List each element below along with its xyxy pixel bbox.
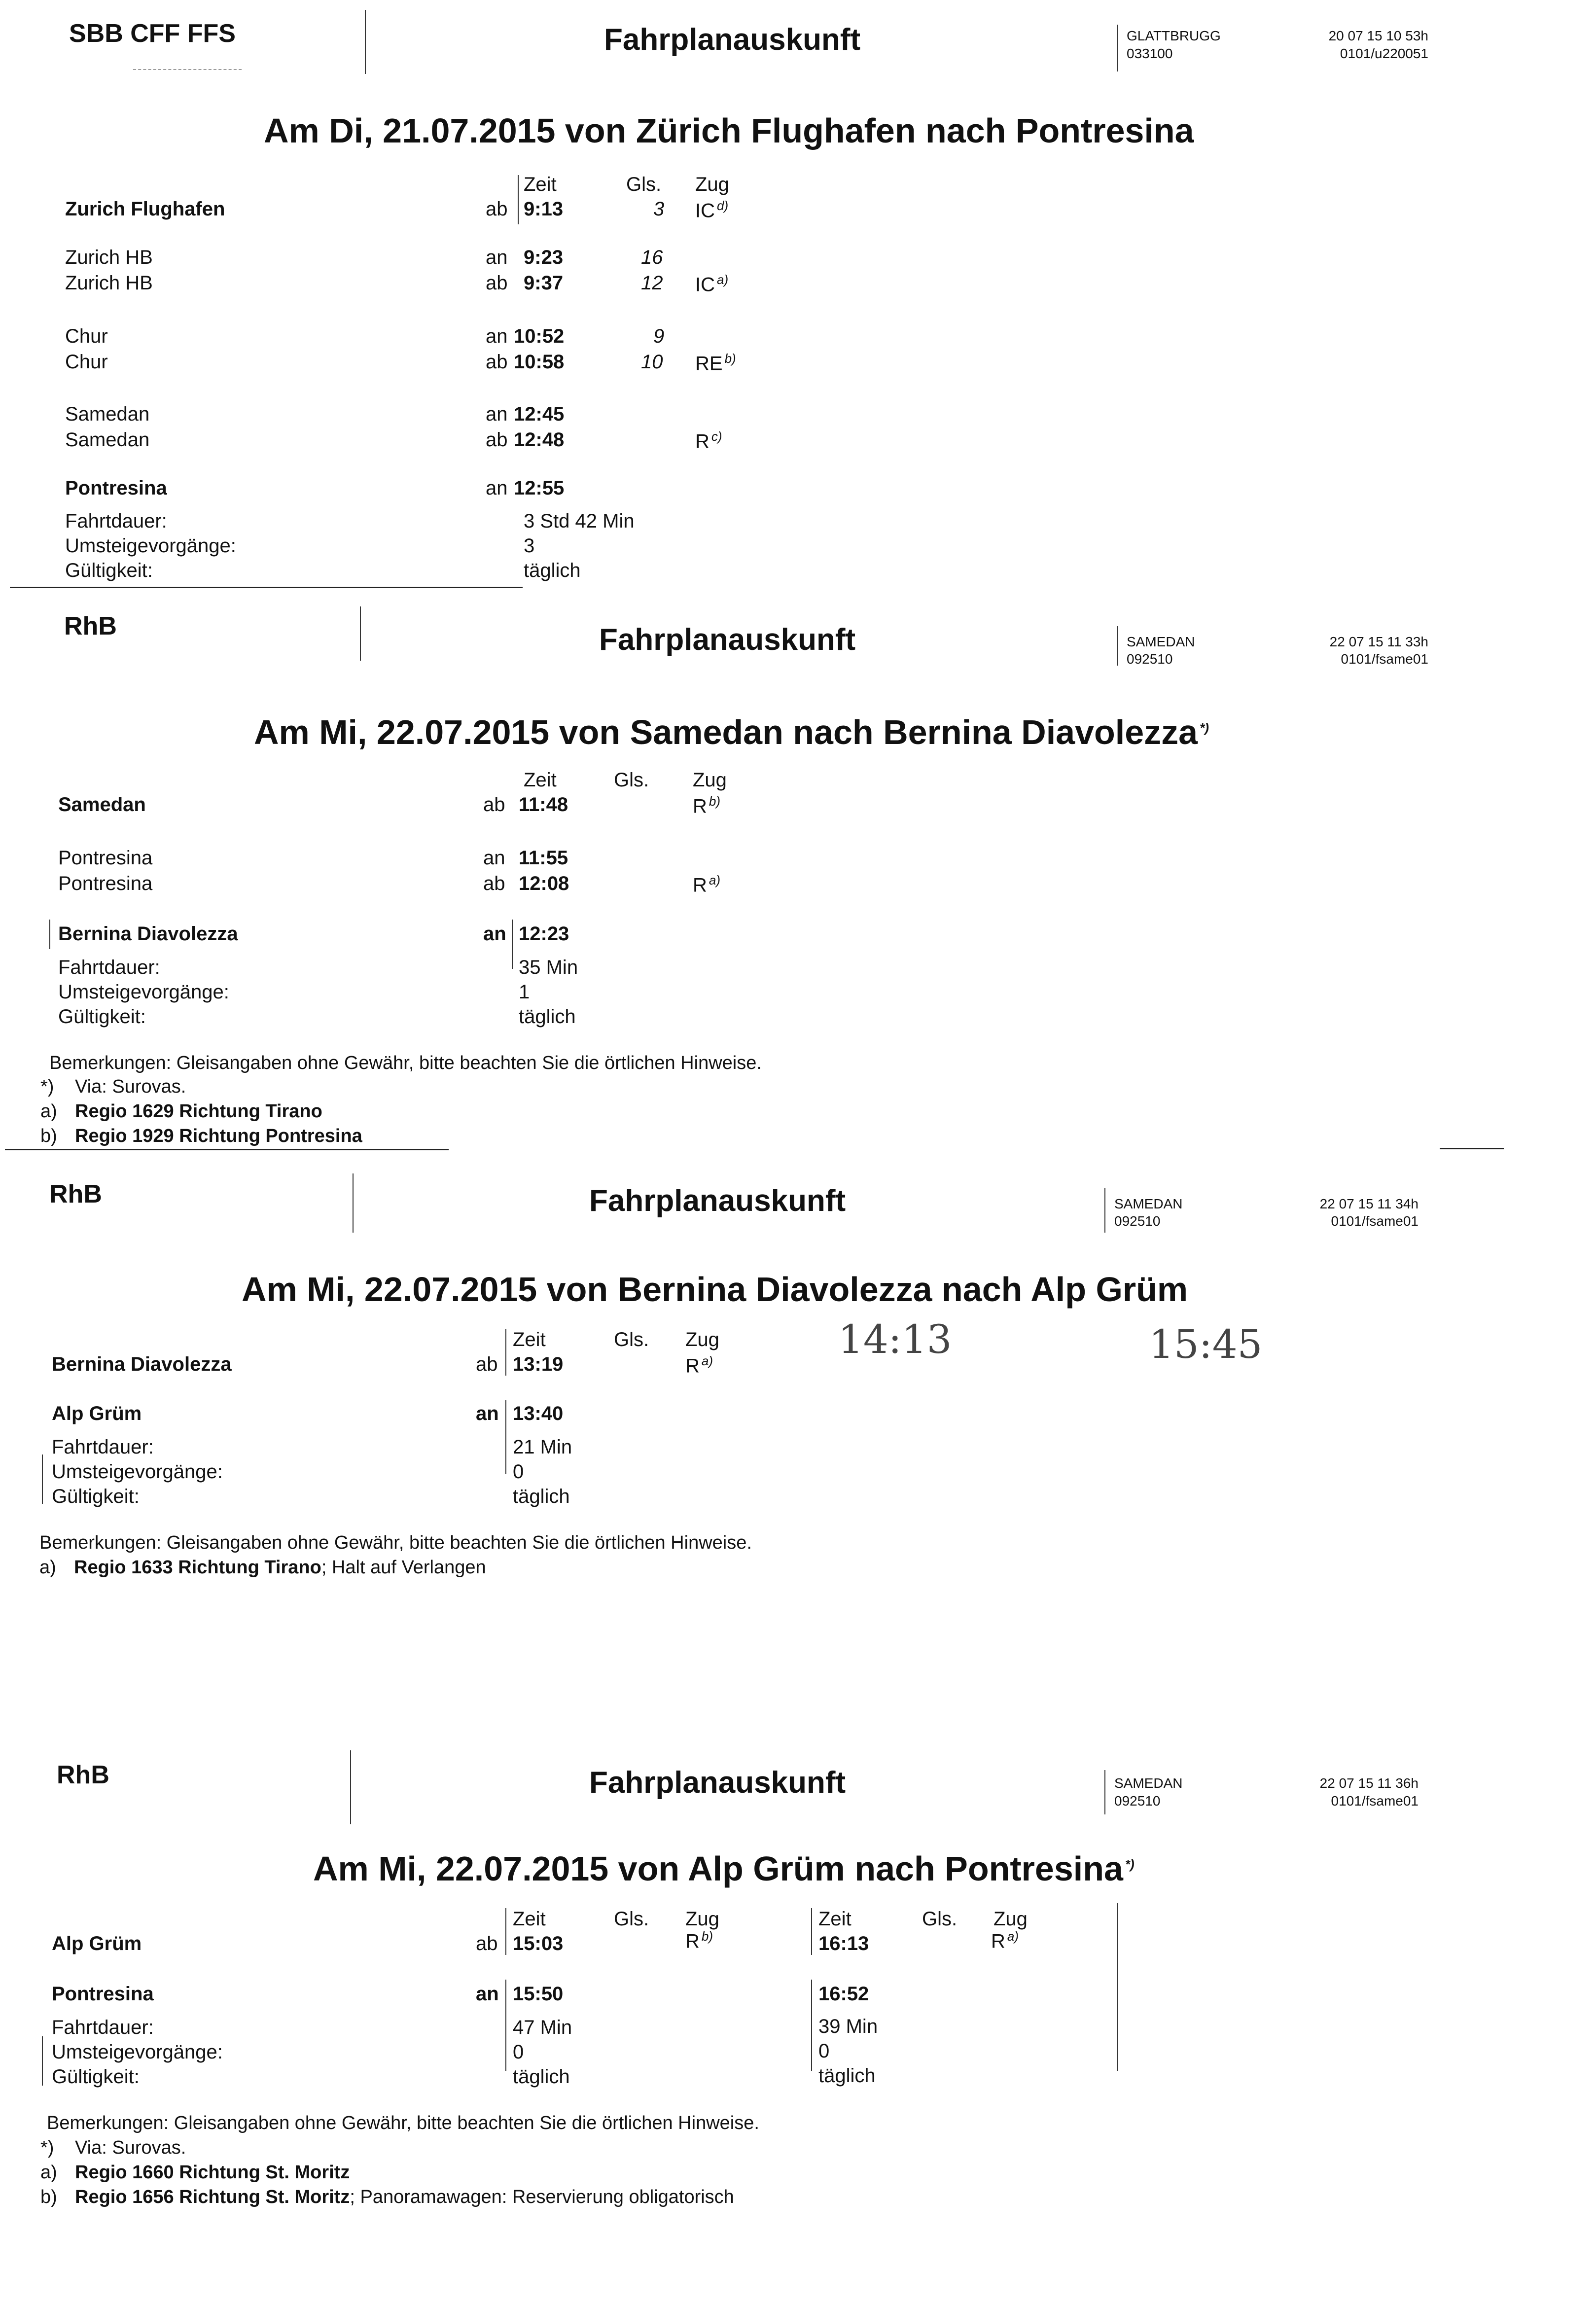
row-time: 9:23 — [524, 247, 564, 268]
col-header-train: Zug — [685, 1329, 719, 1350]
header-divider — [360, 606, 361, 661]
row-type: an — [486, 403, 508, 425]
summary-label: Gültigkeit: — [52, 1486, 140, 1507]
summary-label: Gültigkeit: — [52, 2066, 140, 2088]
print-reference: 0101/u220051 — [1340, 46, 1428, 61]
summary-label: Fahrtdauer: — [65, 510, 167, 532]
row-station: Alp Grüm — [52, 1933, 142, 1954]
summary-value: 3 — [524, 535, 535, 557]
station-code: 092510 — [1114, 1213, 1161, 1229]
row-type: an — [476, 1983, 499, 2005]
row-type: ab — [486, 351, 508, 373]
row-time: 12:23 — [519, 923, 569, 945]
row-station: Samedan — [58, 794, 146, 816]
station-name: SAMEDAN — [1114, 1196, 1183, 1211]
connection-title: Am Mi, 22.07.2015 von Bernina Diavolezza nach Alp Grüm — [242, 1270, 1188, 1309]
row-type: an — [486, 325, 508, 347]
logo-underline — [133, 69, 242, 70]
print-reference: 0101/fsame01 — [1341, 651, 1428, 667]
row-type: an — [483, 923, 506, 945]
row-station: Pontresina — [65, 477, 167, 499]
time-column-rule — [512, 920, 513, 969]
row-time: 10:52 — [514, 325, 565, 347]
summary-value: täglich — [513, 1486, 570, 1507]
col-header-time: Zeit — [513, 1329, 546, 1350]
row-time: 13:19 — [513, 1353, 564, 1375]
col-header-train: Zug — [993, 1908, 1028, 1930]
footnote: a) Regio 1660 Richtung St. Moritz — [40, 2162, 350, 2183]
row-station: Pontresina — [52, 1983, 154, 2005]
print-timestamp: 22 07 15 11 33h — [1329, 634, 1428, 649]
remarks: Bemerkungen: Gleisangaben ohne Gewähr, bitte beachten Sie die örtlichen Hinweise. — [39, 1532, 752, 1553]
row-station: Pontresina — [58, 873, 153, 894]
print-timestamp: 22 07 15 11 36h — [1319, 1775, 1419, 1791]
summary-label: Umsteigevorgänge: — [58, 981, 229, 1003]
footnote: a) Regio 1629 Richtung Tirano — [40, 1101, 322, 1122]
header-title: Fahrplanauskunft — [599, 623, 856, 657]
summary-value: 47 Min — [513, 2017, 572, 2038]
print-reference: 0101/fsame01 — [1331, 1213, 1419, 1229]
header-divider — [1117, 626, 1118, 666]
row-train: RE $^{b)}$ — [695, 351, 736, 375]
station-code: 092510 — [1127, 651, 1173, 667]
station-name: SAMEDAN — [1127, 634, 1195, 649]
footnote: *) Via: Surovas. — [40, 2137, 186, 2158]
row-time: 12:55 — [514, 477, 565, 499]
summary-value: 1 — [519, 981, 530, 1003]
summary-value: 0 — [513, 1461, 524, 1483]
col-header-platform: Gls. — [614, 1908, 649, 1930]
summary-value: täglich — [519, 1006, 576, 1028]
row-type: ab — [476, 1933, 498, 1954]
summary-value: 0 — [513, 2041, 524, 2063]
col-header-platform: Gls. — [626, 174, 662, 195]
summary-label: Fahrtdauer: — [52, 2017, 154, 2038]
row-station: Samedan — [65, 429, 150, 451]
row-platform: 16 — [641, 247, 663, 268]
station-code: 092510 — [1114, 1793, 1161, 1809]
header-divider — [1104, 1770, 1105, 1814]
column-rule — [1117, 1903, 1118, 2071]
row-station: Zurich HB — [65, 272, 153, 294]
col-header-train: Zug — [695, 174, 729, 195]
header-divider — [1117, 25, 1118, 71]
time-column-rule — [505, 1980, 506, 2071]
row-type: ab — [486, 429, 508, 451]
col-header-time: Zeit — [818, 1908, 851, 1930]
row-station: Chur — [65, 325, 108, 347]
col-header-train: Zug — [685, 1908, 719, 1930]
time-column-rule — [811, 1980, 812, 2071]
section-end-rule — [5, 1149, 449, 1150]
header-divider — [350, 1750, 351, 1824]
footnote: a) Regio 1633 Richtung Tirano; Halt auf Verlangen — [39, 1557, 486, 1578]
row-type: an — [483, 847, 505, 869]
row-train: R $^{b)}$ — [693, 794, 721, 817]
col-header-platform: Gls. — [614, 1329, 649, 1350]
row-time: 15:03 — [513, 1933, 564, 1954]
brand-logo-text: RhB — [57, 1761, 109, 1789]
summary-value: 3 Std 42 Min — [524, 510, 635, 532]
connection-title: Am Di, 21.07.2015 von Zürich Flughafen nach Pontresina — [264, 111, 1194, 150]
summary-label: Fahrtdauer: — [52, 1436, 154, 1458]
footnote: b) Regio 1929 Richtung Pontresina — [40, 1126, 362, 1146]
remarks: Bemerkungen: Gleisangaben ohne Gewähr, bitte beachten Sie die örtlichen Hinweise. — [47, 2113, 759, 2133]
row-time: 12:45 — [514, 403, 565, 425]
row-time: 12:08 — [519, 873, 569, 894]
row-type: an — [476, 1403, 499, 1424]
header-divider — [353, 1173, 354, 1233]
row-platform: 12 — [641, 272, 663, 294]
header-title: Fahrplanauskunft — [589, 1766, 846, 1800]
summary-label: Gültigkeit: — [58, 1006, 146, 1028]
row-station: Chur — [65, 351, 108, 373]
connection-title: Am Mi, 22.07.2015 von Alp Grüm nach Pontresina *) — [313, 1849, 1135, 1888]
footnote: *) Via: Surovas. — [40, 1076, 186, 1097]
summary-label: Umsteigevorgänge: — [52, 2041, 223, 2063]
summary-value: 35 Min — [519, 957, 578, 978]
brand-logo-text: SBB CFF FFS — [69, 19, 236, 48]
summary-value-2: täglich — [818, 2065, 876, 2087]
station-name: SAMEDAN — [1114, 1775, 1183, 1791]
row-station: Zurich Flughafen — [65, 198, 225, 220]
row-time: 9:13 — [524, 198, 564, 220]
summary-label: Fahrtdauer: — [58, 957, 160, 978]
summary-label: Gültigkeit: — [65, 560, 153, 581]
summary-label: Umsteigevorgänge: — [65, 535, 236, 557]
time-column-rule — [811, 1908, 812, 1955]
row-station: Samedan — [65, 403, 150, 425]
row-time-2: 16:13 — [818, 1933, 869, 1954]
section-end-rule — [10, 587, 523, 588]
col-header-time: Zeit — [524, 174, 557, 195]
row-type: ab — [483, 794, 505, 816]
row-station: Bernina Diavolezza — [52, 1353, 232, 1375]
row-station: Pontresina — [58, 847, 153, 869]
connection-title: Am Mi, 22.07.2015 von Samedan nach Bernina Diavolezza *) — [254, 713, 1209, 751]
row-type: ab — [486, 198, 508, 220]
row-station: Zurich HB — [65, 247, 153, 268]
row-platform: 9 — [653, 325, 665, 347]
handwritten-note: 14:13 — [838, 1316, 952, 1362]
row-time: 13:40 — [513, 1403, 564, 1424]
time-column-rule — [505, 1400, 506, 1474]
row-type: ab — [483, 873, 505, 894]
row-type: ab — [476, 1353, 498, 1375]
row-time: 9:37 — [524, 272, 564, 294]
summary-value-2: 39 Min — [818, 2016, 878, 2037]
row-train: IC $^{a)}$ — [695, 272, 729, 296]
row-train: R $^{b)}$ — [685, 1929, 713, 1952]
col-header-time: Zeit — [524, 769, 557, 791]
row-platform: 3 — [653, 198, 665, 220]
print-timestamp: 22 07 15 11 34h — [1319, 1196, 1419, 1211]
header-title: Fahrplanauskunft — [604, 23, 861, 57]
row-rule — [42, 1455, 43, 1504]
row-train: R $^{a)}$ — [693, 873, 721, 896]
row-time: 11:55 — [519, 847, 568, 869]
station-code: 033100 — [1127, 46, 1173, 61]
row-station: Bernina Diavolezza — [58, 923, 238, 945]
row-time: 11:48 — [519, 794, 568, 816]
row-rule — [42, 2036, 43, 2086]
row-station: Alp Grüm — [52, 1403, 142, 1424]
brand-logo-text: RhB — [49, 1180, 102, 1208]
row-train: IC $^{d)}$ — [695, 198, 729, 222]
print-timestamp: 20 07 15 10 53h — [1328, 28, 1428, 43]
row-type: an — [486, 247, 508, 268]
row-type: an — [486, 477, 508, 499]
header-divider — [365, 10, 366, 74]
summary-value: 21 Min — [513, 1436, 572, 1458]
handwritten-note: 15:45 — [1149, 1321, 1263, 1367]
row-train-2: R $^{a)}$ — [991, 1929, 1019, 1952]
row-time-2: 16:52 — [818, 1983, 869, 2005]
time-column-rule — [505, 1908, 506, 1955]
col-header-platform: Gls. — [922, 1908, 958, 1930]
print-reference: 0101/fsame01 — [1331, 1793, 1419, 1809]
col-header-platform: Gls. — [614, 769, 649, 791]
station-name: GLATTBRUGG — [1127, 28, 1221, 43]
time-column-rule — [505, 1329, 506, 1376]
col-header-train: Zug — [693, 769, 727, 791]
row-train: R $^{a)}$ — [685, 1353, 713, 1377]
row-time: 10:58 — [514, 351, 565, 373]
row-time: 12:48 — [514, 429, 565, 451]
row-platform: 10 — [641, 351, 663, 373]
remarks: Bemerkungen: Gleisangaben ohne Gewähr, bitte beachten Sie die örtlichen Hinweise. — [49, 1053, 762, 1073]
summary-label: Umsteigevorgänge: — [52, 1461, 223, 1483]
time-column-rule — [518, 175, 519, 224]
summary-value-2: 0 — [818, 2040, 830, 2062]
brand-logo-text: RhB — [64, 612, 117, 640]
section-end-rule — [1440, 1148, 1504, 1149]
row-type: ab — [486, 272, 508, 294]
header-title: Fahrplanauskunft — [589, 1184, 846, 1218]
summary-value: täglich — [524, 560, 581, 581]
row-train: R $^{c)}$ — [695, 429, 722, 453]
row-rule — [49, 920, 50, 949]
footnote: b) Regio 1656 Richtung St. Moritz; Panoramawagen: Reservierung obligatorisch — [40, 2187, 734, 2207]
row-time: 15:50 — [513, 1983, 564, 2005]
header-divider — [1104, 1188, 1105, 1233]
col-header-time: Zeit — [513, 1908, 546, 1930]
summary-value: täglich — [513, 2066, 570, 2088]
